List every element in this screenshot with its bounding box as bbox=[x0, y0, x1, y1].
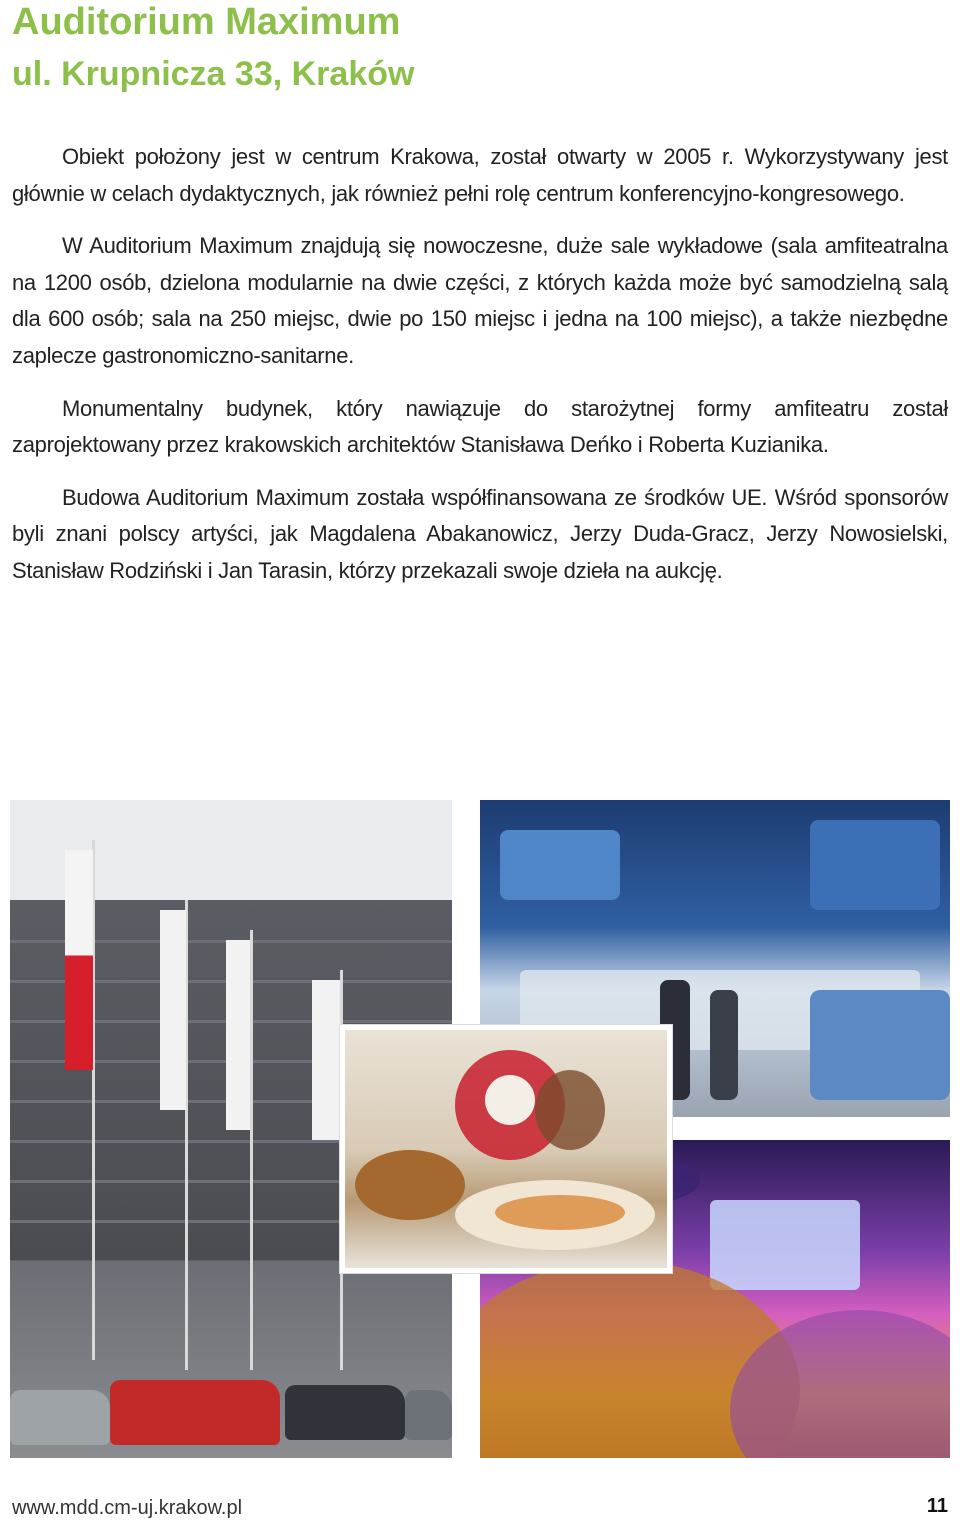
body-text bbox=[12, 139, 948, 606]
paragraph-intro: Obiekt położony jest w centrum Krakowa, został otwarty w 2005 r. Wykorzystywany jest głównie w celach dydaktycznych, jak również pełni rolę centrum konferencyjno-kongresowego. bbox=[12, 144, 948, 206]
footer-url-link[interactable]: www.mdd.cm-uj.krakow.pl bbox=[12, 1497, 243, 1519]
page-number: 11 bbox=[926, 1495, 948, 1517]
page-title: Auditorium Maximum bbox=[12, 1, 401, 43]
paragraph-architecture: Monumentalny budynek, który nawiązuje do starożytnej formy amfiteatru został zaprojektowany przez krakowskich architektów Stanisława Deńko i Roberta Kuzianika. bbox=[12, 395, 948, 458]
paragraph-funding: Budowa Auditorium Maximum została współfinansowana ze środków UE. Wśród sponsorów byli znani polscy artyści, jak Magdalena Abakanowicz, Jerzy Duda-Gracz, Jerzy Nowosielski, Stanisław Rodziński i Jan Tarasin, którzy przekazali swoje dzieła na aukcję. bbox=[12, 484, 948, 583]
paragraph-halls: W Auditorium Maximum znajdują się nowoczesne, duże sale wykładowe (sala amfiteatralna na 1200 osób, dzielona modularnie na dwie części, z których każda może być samodzielną salą dla 600 osób; sala na 250 miejsc, dwie po 150 miejsc i jedna na 100 miejsc), a także niezbędne zaplecze gastronomiczno-sanitarne. bbox=[12, 233, 948, 368]
catering-photo bbox=[340, 1025, 672, 1273]
address-subtitle: ul. Krupnicza 33, Kraków bbox=[12, 55, 415, 93]
